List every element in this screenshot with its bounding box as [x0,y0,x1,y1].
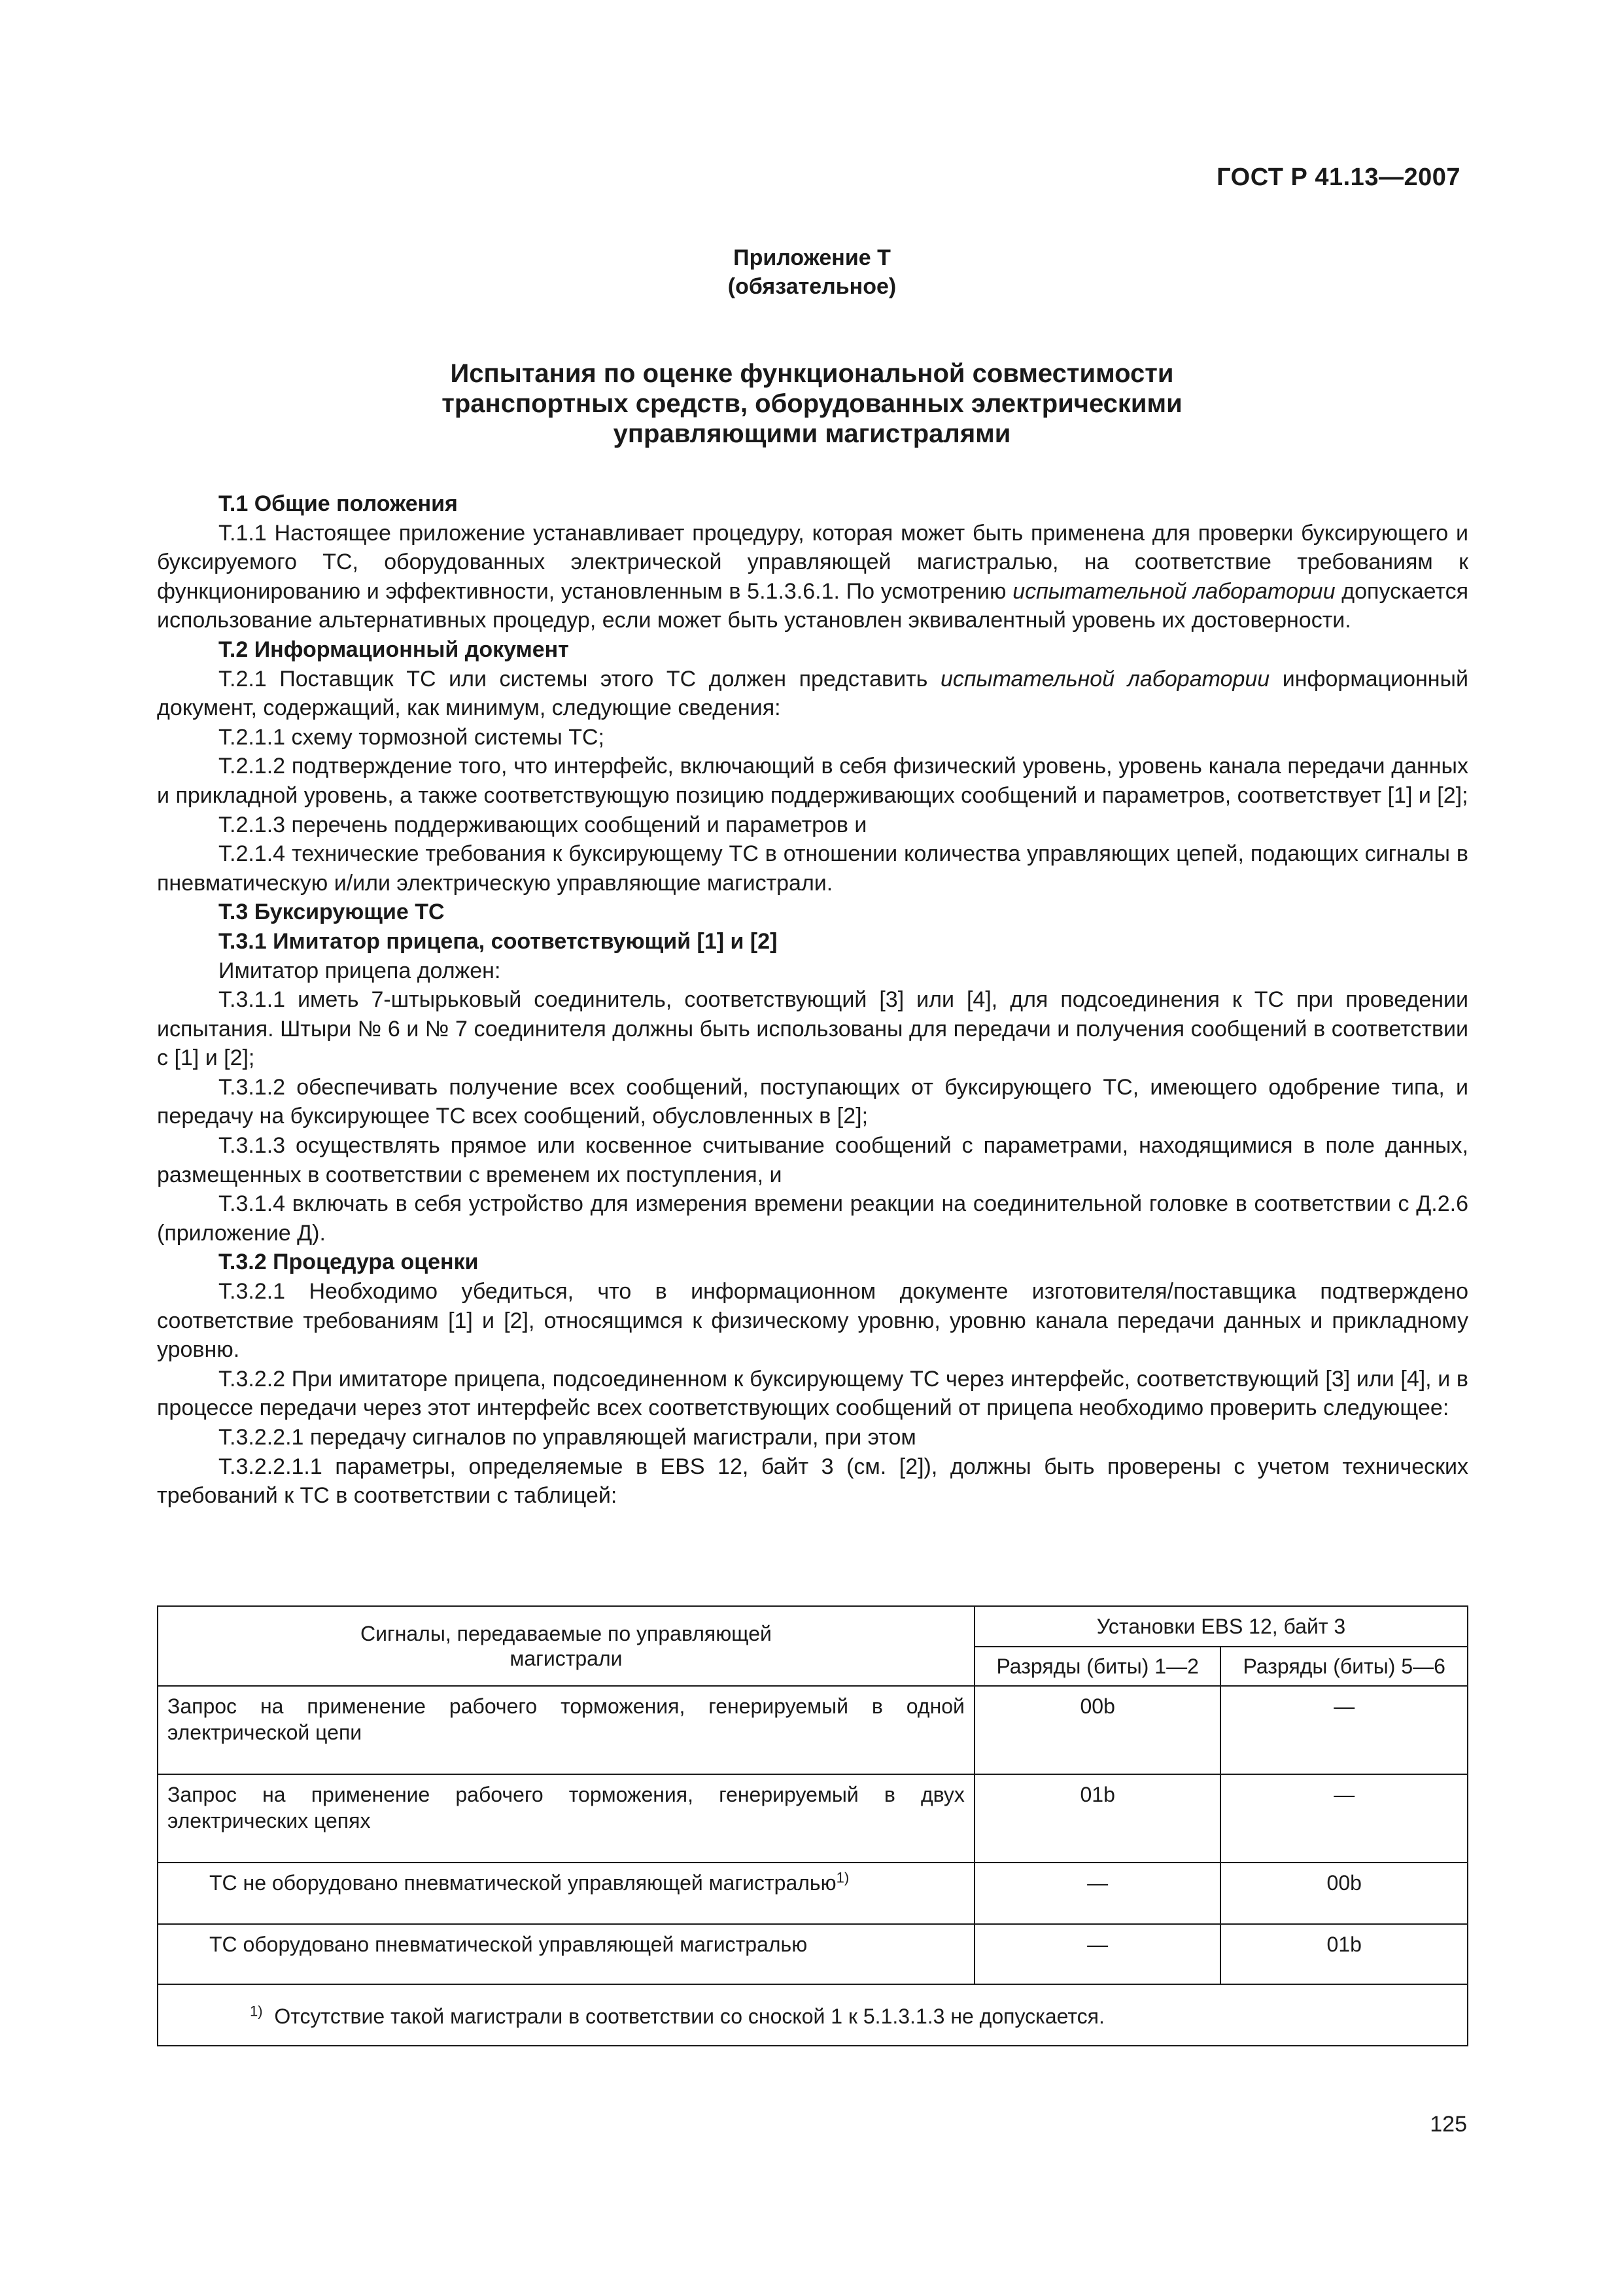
bits-1-2-cell: — [975,1924,1221,1984]
table-row [158,1686,1468,1774]
footnote-ref: 1) [836,1869,850,1886]
paragraph: Имитатор прицепа должен: [218,958,501,983]
bits-5-6-cell: — [1220,1774,1468,1863]
italic-term: испытательной лаборатории [1012,578,1336,604]
header-bits-5-6: Разряды (биты) 5—6 [1220,1647,1468,1686]
table-row [158,1774,1468,1863]
paragraph: Т.3.2.2 При имитаторе прицепа, подсоединенном к буксирующему ТС через интерфейс, соответствующий [3] или [4], и в процессе передачи через этот интерфейс всех соответствующих сообщений от прицепа необходимо проверить следующее: [157,1366,1468,1421]
table-footnote [158,1984,1468,2046]
standard-code: ГОСТ Р 41.13—2007 [1217,164,1460,191]
paragraph: Т.2.1.3 перечень поддерживающих сообщений и параметров и [218,812,867,837]
header-ebs-group: Установки EBS 12, байт 3 [975,1606,1468,1647]
section-heading: Т.3 Буксирующие ТС [218,900,445,925]
paragraph: Т.3.1.3 осуществлять прямое или косвенное считывание сообщений с параметрами, находящимися в поле данных, размещенных в соответствии с временем их поступления, и [157,1133,1468,1187]
annex-label: Приложение Т [733,245,891,270]
annex-body [157,489,1468,1511]
annex-title-line: Испытания по оценке функциональной совместимости [450,359,1174,388]
annex-title-line: управляющими магистралями [613,419,1011,448]
bits-1-2-cell: 00b [975,1686,1221,1774]
annex-status: (обязательное) [727,274,897,299]
section-heading: Т.2 Информационный документ [218,637,569,662]
paragraph: Т.1.1 Настоящее приложение устанавливает процедуру, которая может быть применена для проверки буксирующего и буксируемого ТС, оборудованных электрической управляющей магистралью, на соответствие требованиям к функционированию и эффективности, установленным в 5.1.3.6.1. По усмотрению испытательной лаборатории допускается использование альтернативных процедур, если может быть установлен эквивалентный уровень их достоверности. [157,520,1468,633]
signal-cell: ТС не оборудовано пневматической управляющей магистралью$^{1)}$ [158,1863,975,1924]
paragraph: Т.3.1.2 обеспечивать получение всех сообщений, поступающих от буксирующего ТС, имеющего одобрение типа, и передачу на буксирующее ТС всех сообщений, обусловленных в [2]; [157,1074,1468,1129]
table-header-row [158,1606,1468,1647]
bits-5-6-cell: 01b [1220,1924,1468,1984]
paragraph: Т.2.1.4 технические требования к буксирующему ТС в отношении количества управляющих цепей, подающих сигналы в пневматическую и/или электрическую управляющие магистрали. [157,841,1468,896]
paragraph: Т.3.1.1 иметь 7-штырьковый соединитель, соответствующий [3] или [4], для подсоединения к ТС при проведении испытания. Штыри № 6 и № 7 соединителя должны быть использованы для передачи и получения сообщений в соответствии с [1] и [2]; [157,987,1468,1071]
footnote-mark: 1) [250,2002,263,2019]
signal-cell: Запрос на применение рабочего торможения, генерируемый в двух электрических цепях [158,1774,975,1863]
ebs-settings-table [157,1605,1468,2046]
paragraph: Т.3.2.2.1.1 параметры, определяемые в EBS 12, байт 3 (см. [2]), должны быть проверены с учетом технических требований к ТС в соответствии с таблицей: [157,1454,1468,1509]
annex-title [0,359,1624,449]
subsection-heading: Т.3.1 Имитатор прицепа, соответствующий [1] и [2] [218,928,778,954]
paragraph: Т.3.1.4 включать в себя устройство для измерения времени реакции на соединительной головке в соответствии с Д.2.6 (приложение Д). [157,1191,1468,1246]
bits-5-6-cell: — [1220,1686,1468,1774]
paragraph: Т.3.2.1 Необходимо убедиться, что в информационном документе изготовителя/поставщика подтверждено соответствие требованиям [1] и [2], относящимся к физическому уровню, уровню канала передачи данных и прикладному уровню. [157,1279,1468,1363]
header-bits-1-2: Разряды (биты) 1—2 [975,1647,1221,1686]
header-signals: Сигналы, передаваемые по управляющей магистрали [158,1606,975,1686]
bits-1-2-cell: — [975,1863,1221,1924]
subsection-heading: Т.3.2 Процедура оценки [218,1250,479,1275]
paragraph: Т.2.1.1 схему тормозной системы ТС; [218,724,604,750]
bits-5-6-cell: 00b [1220,1863,1468,1924]
annex-title-line: транспортных средств, оборудованных электрическими [441,389,1183,418]
table-row [158,1924,1468,1984]
bits-1-2-cell: 01b [975,1774,1221,1863]
table-row [158,1863,1468,1924]
paragraph: Т.3.2.2.1 передачу сигналов по управляющей магистрали, при этом [218,1425,916,1450]
paragraph: Т.2.1.2 подтверждение того, что интерфейс, включающий в себя физический уровень, уровень канала передачи данных и прикладной уровень, а также соответствующую позицию поддерживающих сообщений и параметров, соответствует [1] и [2]; [157,754,1468,808]
section-heading: Т.1 Общие положения [218,491,458,516]
signal-cell: ТС оборудовано пневматической управляющей магистралью [158,1924,975,1984]
page-number: 125 [1430,2112,1467,2137]
footnote-text: Отсутствие такой магистрали в соответствии со сноской 1 к 5.1.3.1.3 не допускается. [274,2004,1105,2028]
table-footnote-row [158,1984,1468,2046]
paragraph: Т.2.1 Поставщик ТС или системы этого ТС должен представить испытательной лаборатории информационный документ, содержащий, как минимум, следующие сведения: [157,666,1468,721]
signal-cell: Запрос на применение рабочего торможения, генерируемый в одной электрической цепи [158,1686,975,1774]
italic-term: испытательной лаборатории [940,666,1270,692]
